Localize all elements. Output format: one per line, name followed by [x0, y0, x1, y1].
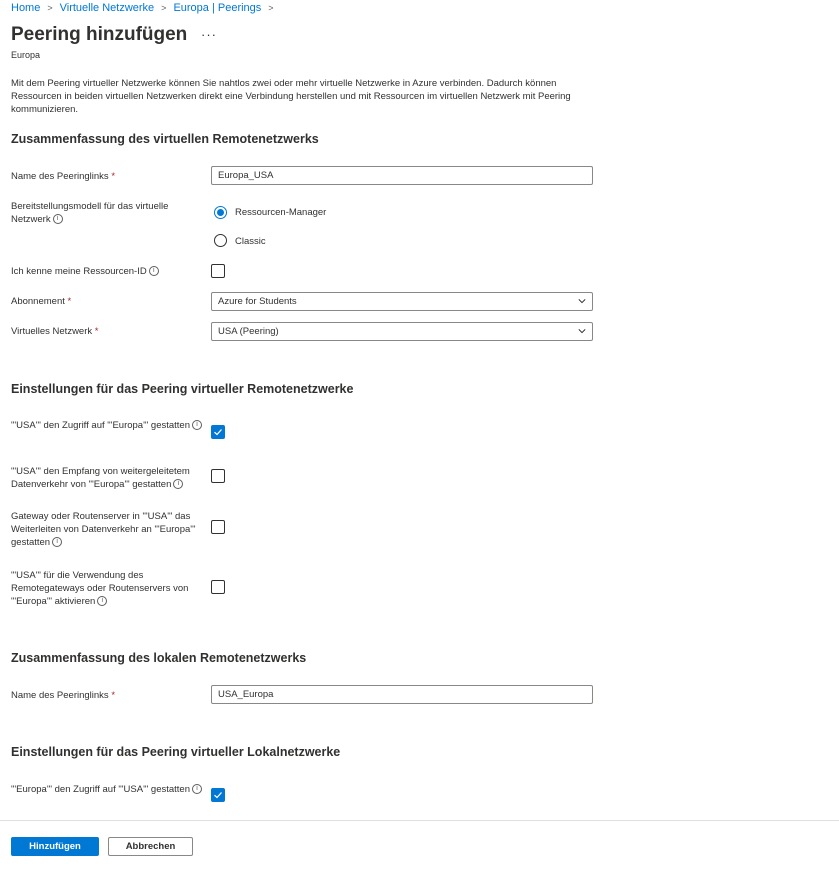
- remote-option-0-checkbox[interactable]: [211, 425, 225, 439]
- remote-option-2-text: Gateway oder Routenserver in "'USA'" das Weiterleiten von Datenverkehr an "'Europa'" gestatten: [11, 511, 196, 548]
- info-icon[interactable]: i: [52, 537, 62, 547]
- required-asterisk: *: [67, 296, 72, 307]
- required-asterisk: *: [94, 326, 99, 337]
- chevron-right-icon: >: [47, 3, 53, 13]
- local-peering-link-label-text: Name des Peeringlinks: [11, 690, 109, 701]
- remote-option-1-text: "'USA'" den Empfang von weitergeleitetem Datenverkehr von "'Europa'" gestatten: [11, 466, 190, 490]
- breadcrumb: [11, 2, 281, 14]
- info-icon[interactable]: i: [173, 479, 183, 489]
- remote-peering-link-label: [11, 170, 115, 183]
- deployment-model-label: [11, 200, 201, 226]
- required-asterisk: *: [111, 171, 116, 182]
- resource-id-checkbox[interactable]: [211, 264, 225, 278]
- vnet-label: [11, 325, 98, 338]
- chevron-right-icon: >: [268, 3, 274, 13]
- footer-divider: [0, 820, 839, 821]
- checkmark-icon: [213, 790, 223, 800]
- info-icon[interactable]: i: [192, 784, 202, 794]
- local-option-0-text: "'Europa'" den Zugriff auf "'USA'" gestatten: [11, 784, 191, 795]
- radio-classic-label: Classic: [235, 236, 266, 247]
- subscription-label: [11, 295, 71, 308]
- subscription-label-text: Abonnement: [11, 296, 65, 307]
- deployment-model-label-text: Bereitstellungsmodell für das virtuelle Netzwerk: [11, 201, 169, 225]
- chevron-down-icon: [578, 327, 586, 335]
- more-options-icon[interactable]: ···: [201, 27, 217, 42]
- local-option-0-label: [11, 783, 211, 796]
- info-icon[interactable]: i: [53, 214, 63, 224]
- breadcrumb-virtual-networks[interactable]: Virtuelle Netzwerke: [59, 2, 155, 14]
- resource-id-label-text: Ich kenne meine Ressourcen-ID: [11, 266, 147, 277]
- remote-option-1-checkbox[interactable]: [211, 469, 225, 483]
- page-description: Mit dem Peering virtueller Netzwerke können Sie nahtlos zwei oder mehr virtuelle Netzwerke in Azure verbinden. Dadurch können Ressourcen in beiden virtuellen Netzwerken direkt eine Verbindung herstellen und mit Ressourcen im virtuellen Netzwerk mit Peering kommunizieren.: [11, 78, 571, 115]
- info-icon[interactable]: i: [192, 420, 202, 430]
- vnet-label-text: Virtuelles Netzwerk: [11, 326, 93, 337]
- page-subtitle: Europa: [11, 50, 41, 60]
- cancel-button[interactable]: Abbrechen: [108, 837, 193, 856]
- remote-option-0-label: [11, 419, 206, 432]
- required-asterisk: *: [111, 690, 116, 701]
- chevron-right-icon: >: [161, 3, 167, 13]
- breadcrumb-home[interactable]: Home: [11, 2, 41, 14]
- chevron-down-icon: [578, 297, 586, 305]
- section-remote-summary-heading: Zusammenfassung des virtuellen Remotenetzwerks: [11, 132, 319, 146]
- remote-option-0-text: "'USA'" den Zugriff auf "'Europa'" gestatten: [11, 420, 191, 431]
- local-peering-link-input[interactable]: [211, 685, 593, 704]
- remote-option-3-checkbox[interactable]: [211, 580, 225, 594]
- remote-peering-link-label-text: Name des Peeringlinks: [11, 171, 109, 182]
- remote-option-1-label: [11, 465, 206, 491]
- remote-peering-link-input[interactable]: [211, 166, 593, 185]
- section-remote-settings-heading: Einstellungen für das Peering virtueller Remotenetzwerke: [11, 382, 354, 396]
- info-icon[interactable]: i: [149, 266, 159, 276]
- info-icon[interactable]: i: [97, 596, 107, 606]
- vnet-value: USA (Peering): [218, 326, 279, 337]
- page-title: Peering hinzufügen: [11, 24, 188, 45]
- remote-option-3-text: "'USA'" für die Verwendung des Remotegateways oder Routenservers von "'Europa'" aktivieren: [11, 570, 189, 607]
- checkmark-icon: [213, 427, 223, 437]
- remote-option-2-label: [11, 510, 206, 549]
- radio-classic[interactable]: [214, 234, 227, 247]
- remote-option-2-checkbox[interactable]: [211, 520, 225, 534]
- breadcrumb-europa-peerings[interactable]: Europa | Peerings: [173, 2, 262, 14]
- resource-id-label: [11, 265, 159, 278]
- section-local-summary-heading: Zusammenfassung des lokalen Remotenetzwerks: [11, 651, 307, 665]
- local-option-0-checkbox[interactable]: [211, 788, 225, 802]
- radio-resource-manager-label: Ressourcen-Manager: [235, 207, 327, 218]
- subscription-dropdown[interactable]: [211, 292, 593, 311]
- section-local-settings-heading: Einstellungen für das Peering virtueller Lokalnetzwerke: [11, 745, 341, 759]
- vnet-dropdown[interactable]: [211, 322, 593, 341]
- radio-resource-manager[interactable]: [214, 206, 227, 219]
- add-button[interactable]: Hinzufügen: [11, 837, 99, 856]
- local-peering-link-label: [11, 689, 115, 702]
- subscription-value: Azure for Students: [218, 296, 297, 307]
- remote-option-3-label: [11, 569, 206, 608]
